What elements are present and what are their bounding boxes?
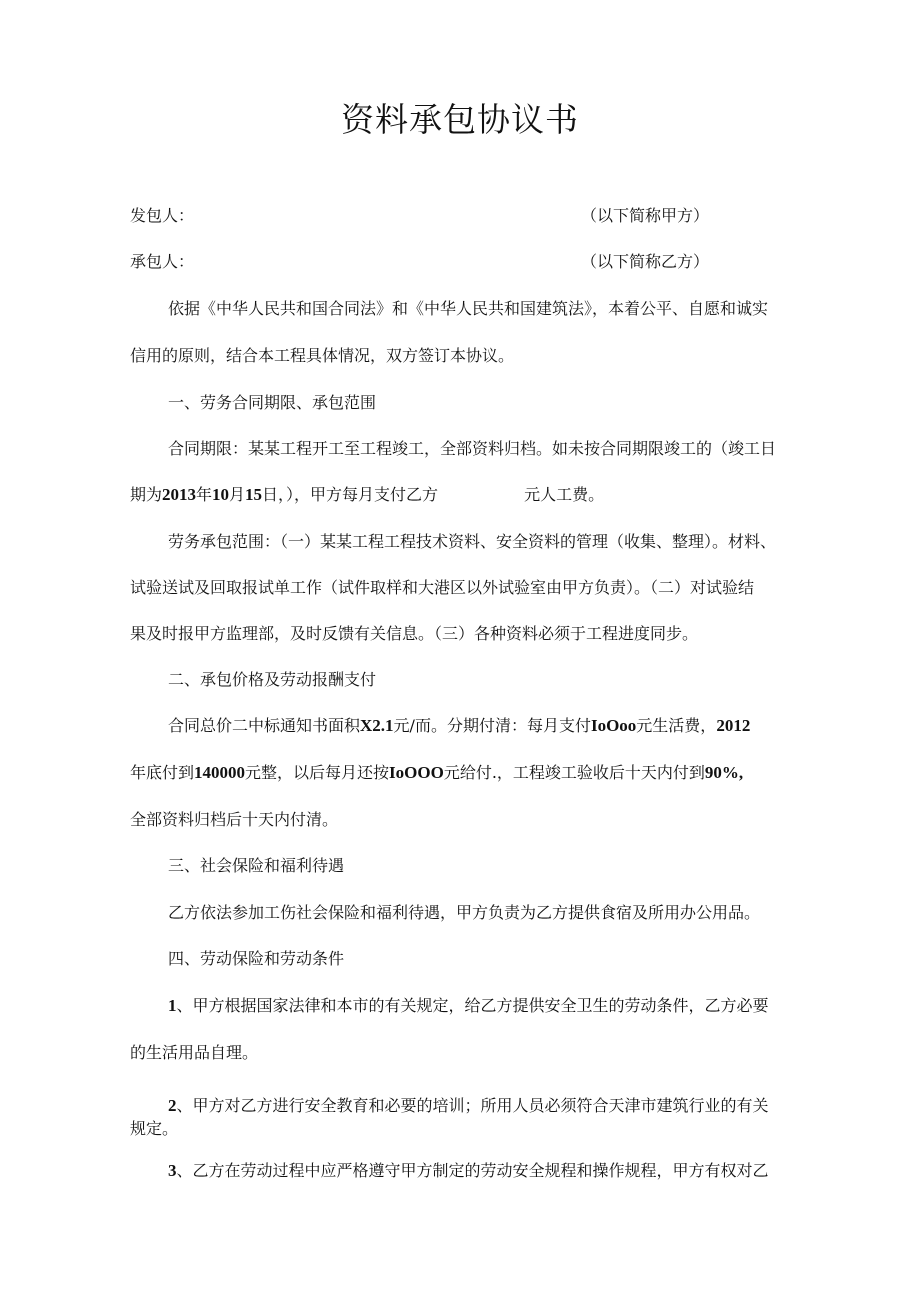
contractor-line (130, 250, 820, 274)
scope-line-1: 劳务承包范围：（一）某某工程工程技术资料、安全资料的管理（收集、整理）。材料、 (168, 532, 777, 551)
item-2-line-2: 规定。 (130, 1119, 179, 1138)
scope-line-3: 果及时报甲方监理部，及时反馈有关信息。（三）各种资料必须于工程进度同步。 (130, 624, 699, 643)
text: 元人工费。 (524, 485, 605, 504)
completion-year: 2013 (162, 485, 197, 504)
completion-day: 15 (245, 485, 263, 504)
text: 元给付.，工程竣工验收后十天内付到 (443, 763, 705, 782)
section-4-heading: 四、劳动保险和劳动条件 (168, 949, 345, 968)
text: 元/而。分期付清：每月支付 (393, 716, 591, 735)
text: 月 (229, 485, 246, 504)
section-2-heading: 二、承包价格及劳动报酬支付 (168, 670, 377, 689)
employer-label: 发包人： (130, 206, 195, 225)
text: 元生活费， (636, 716, 717, 735)
completion-percent: 90%, (704, 763, 744, 782)
price-line-3: 全部资料归档后十天内付清。 (130, 810, 339, 829)
text: 、甲方根据国家法律和本市的有关规定，给乙方提供安全卫生的劳动条件，乙方必要 (176, 996, 769, 1015)
period-line-1: 合同期限：某某工程开工至工程竣工，全部资料归档。如未按合同期限竣工的（竣工日 (168, 439, 777, 458)
item-2-number: 2 (168, 1096, 177, 1115)
text: 年 (196, 485, 213, 504)
employer-note: （以下简称甲方） (581, 206, 710, 225)
section-3-text: 乙方依法参加工伤社会保险和福利待遇，甲方负责为乙方提供食宿及所用办公用品。 (168, 903, 761, 922)
item-1-number: 1 (168, 996, 177, 1015)
year-2012: 2012 (716, 716, 751, 735)
scope-line-2: 试验送试及回取报试单工作（试件取样和大港区以外试验室由甲方负责）。（二）对试验结 (130, 578, 755, 597)
text: 合同总价二中标通知书面积 (168, 716, 361, 735)
text: 、乙方在劳动过程中应严格遵守甲方制定的劳动安全规程和操作规程，甲方有权对乙 (176, 1161, 769, 1180)
completion-month: 10 (212, 485, 230, 504)
item-1-line-1 (168, 994, 820, 1018)
contractor-note: （以下简称乙方） (581, 252, 710, 271)
unit-price: X2.1 (360, 716, 394, 735)
text: 期为 (130, 485, 163, 504)
intro-line-2: 信用的原则，结合本工程具体情况，双方签订本协议。 (130, 346, 515, 365)
section-3-heading: 三、社会保险和福利待遇 (168, 856, 345, 875)
year-end-amount: 140000 (194, 763, 246, 782)
contractor-label: 承包人： (130, 252, 195, 271)
section-1-heading: 一、劳务合同期限、承包范围 (168, 393, 377, 412)
price-line-2 (130, 761, 820, 785)
text: 、甲方对乙方进行安全教育和必要的培训；所用人员必须符合天津市建筑行业的有关 (176, 1096, 769, 1115)
later-monthly-amount: IoOOO (389, 763, 444, 782)
text: 元整，以后每月还按 (245, 763, 390, 782)
item-3-number: 3 (168, 1161, 177, 1180)
document-title: 资料承包协议书 (341, 100, 579, 139)
item-2-line-1 (168, 1094, 820, 1118)
period-line-2 (130, 483, 820, 507)
item-3-line-1 (168, 1159, 820, 1183)
monthly-amount: IoOoo (590, 716, 637, 735)
intro-line-1: 依据《中华人民共和国合同法》和《中华人民共和国建筑法》，本着公平、自愿和诚实 (168, 299, 769, 318)
item-1-line-2: 的生活用品自理。 (130, 1043, 259, 1062)
employer-line (130, 204, 820, 228)
text: 日，），甲方每月支付乙方 (262, 485, 439, 504)
price-line-1 (168, 714, 820, 738)
text: 年底付到 (130, 763, 195, 782)
